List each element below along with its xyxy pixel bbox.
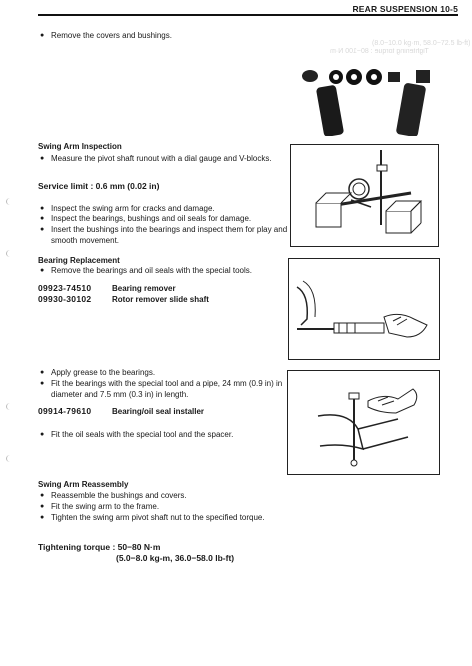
header-page-number: 10-5	[440, 4, 458, 14]
installer-number: 09914-79610	[38, 406, 92, 416]
inspection-heading: Swing Arm Inspection	[38, 142, 122, 151]
tool-number: 09923-74510	[38, 283, 92, 293]
bleed-through-text: Tightening torque : 80−100 N·m	[330, 48, 429, 55]
inspection-step: ● Measure the pivot shaft runout with a dial gauge and V-blocks.	[40, 154, 291, 165]
torque-label: Tightening torque : 50−80 N·m	[38, 542, 161, 552]
inspection-step: ● Insert the bushings into the bearings and inspect them for play and smooth movement.	[40, 225, 291, 246]
bushings-illustration	[290, 56, 440, 136]
bearing-remover-figure	[288, 258, 440, 360]
bearing-installer-figure	[287, 370, 440, 475]
inspection-step: ● Inspect the swing arm for cracks and damage.	[40, 204, 291, 215]
binder-hole	[6, 250, 14, 257]
bearing-step: ● Remove the bearings and oil seals with the special tools.	[40, 266, 291, 277]
fit-seals-step: ● Fit the oil seals with the special tool and the spacer.	[40, 430, 291, 441]
installer-name: Bearing/oil seal installer	[112, 407, 205, 416]
bleed-through-text: (8.0−10.0 kg·m, 58.0−72.5 lb-ft)	[372, 40, 471, 47]
reassembly-step: ● Reassemble the bushings and covers.	[40, 491, 291, 502]
header-rule	[38, 14, 458, 16]
service-limit: Service limit : 0.6 mm (0.02 in)	[38, 181, 160, 191]
header-title: REAR SUSPENSION	[352, 4, 438, 14]
bearing-remover-illustration	[289, 259, 439, 359]
binder-hole	[6, 198, 14, 205]
tool-name: Rotor remover slide shaft	[112, 295, 209, 304]
bearing-heading: Bearing Replacement	[38, 256, 120, 265]
dial-gauge-figure	[290, 144, 439, 247]
bushings-photo	[290, 56, 440, 136]
tool-number: 09930-30102	[38, 294, 92, 304]
torque-alt: (5.0−8.0 kg-m, 36.0−58.0 lb-ft)	[116, 553, 235, 563]
bearing-installer-illustration	[288, 371, 439, 474]
fit-bearings-step: ● Fit the bearings with the special tool and a pipe, 24 mm (0.9 in) in diameter and 7.5 mm (0.3 in) in length.	[40, 379, 291, 400]
dial-gauge-illustration	[291, 145, 438, 246]
binder-hole	[6, 403, 14, 410]
reassembly-step: ● Fit the swing arm to the frame.	[40, 502, 291, 513]
reassembly-step: ● Tighten the swing arm pivot shaft nut to the specified torque.	[40, 513, 291, 524]
inspection-step: ● Inspect the bearings, bushings and oil seals for damage.	[40, 214, 291, 225]
grease-step: ● Apply grease to the bearings.	[40, 368, 291, 379]
reassembly-heading: Swing Arm Reassembly	[38, 480, 129, 489]
binder-hole	[6, 455, 14, 462]
page-header	[352, 4, 458, 14]
remove-covers-step: ● Remove the covers and bushings.	[40, 31, 291, 42]
tool-name: Bearing remover	[112, 284, 176, 293]
